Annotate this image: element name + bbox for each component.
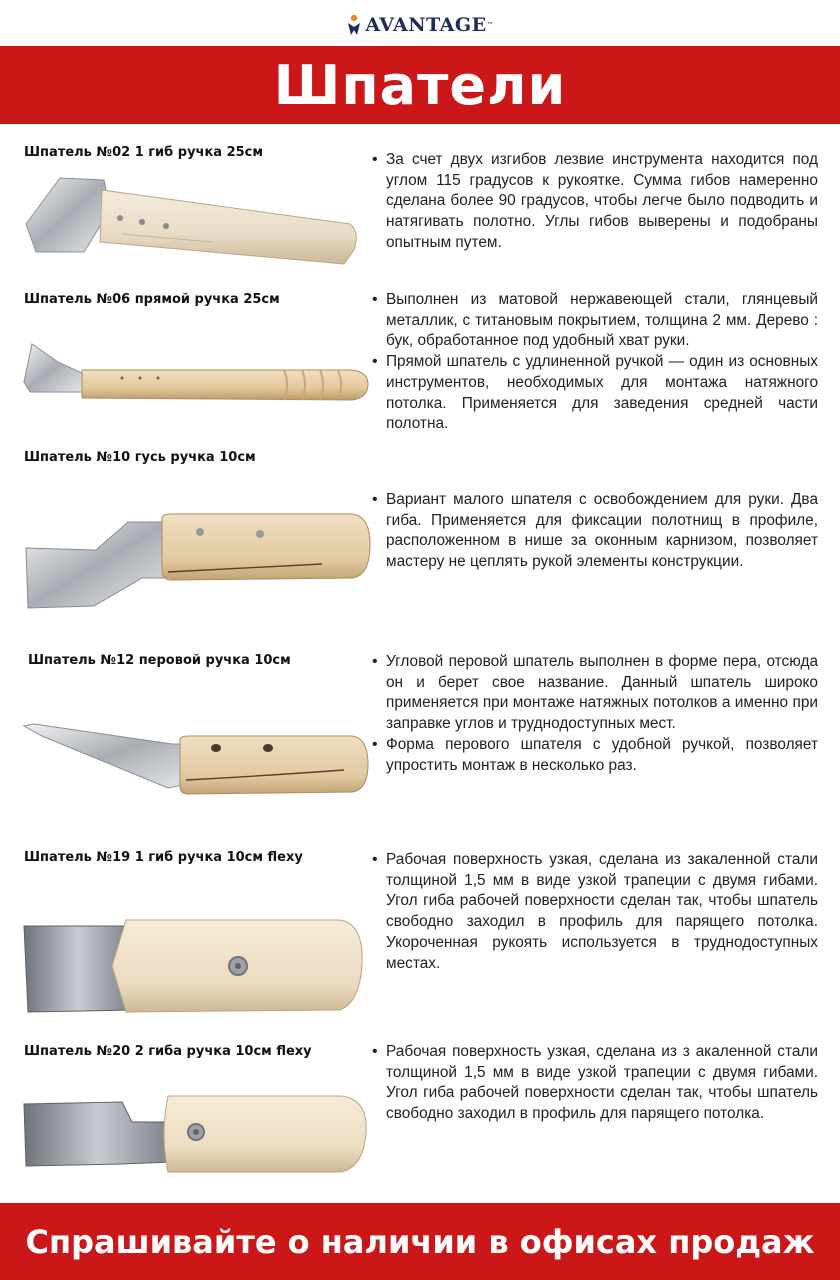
product-description xyxy=(372,1042,818,1125)
spatula-10-image xyxy=(22,508,374,626)
title-banner xyxy=(0,46,840,124)
product-description xyxy=(372,490,818,573)
trademark-sign: ™ xyxy=(486,21,494,29)
product-title: Шпатель №19 1 гиб ручка 10см flexy xyxy=(24,850,303,865)
footer-banner xyxy=(0,1203,840,1280)
product-title: Шпатель №12 перовой ручка 10см xyxy=(28,653,291,668)
product-title: Шпатель №06 прямой ручка 25см xyxy=(24,292,280,307)
brand-name: AVANTAGE xyxy=(365,14,487,36)
spatula-19-image xyxy=(22,916,366,1016)
description-paragraph: • За счет двух изгибов лезвие инструмента находится под углом 115 градусов к рукоятке. Сумма гибов намеренно сделана более 90 градусов, чтобы легче было подводить и натягивать полотно. Углы гибов выверены и подобраны опытным путем. xyxy=(372,150,818,254)
spatula-12-image xyxy=(22,716,374,798)
product-description xyxy=(372,850,818,974)
product-title: Шпатель №10 гусь ручка 10см xyxy=(24,450,256,465)
person-logo-icon xyxy=(346,14,362,36)
description-paragraph: • Рабочая поверхность узкая, сделана из закаленной стали толщиной 1,5 мм в виде узкой трапеции с двумя гибами. Угол гиба рабочей поверхности сделан так, чтобы шпатель свободно заходил в профиль для парящего потолка. Укороченная рукоять используется в труднодоступных местах. xyxy=(372,850,818,974)
spatula-06-image xyxy=(22,340,372,410)
description-paragraph: • Форма перового шпателя с удобной ручкой, позволяет упростить монтаж в несколько раз. xyxy=(372,735,818,776)
page-title: Шпатели xyxy=(273,53,567,117)
product-title: Шпатель №20 2 гиба ручка 10см flexy xyxy=(24,1044,312,1059)
description-paragraph: • Рабочая поверхность узкая, сделана из з акаленной стали толщиной 1,5 мм в виде узкой трапеции с двумя гибами. Угол гиба рабочей поверхности сделан так, чтобы шпатель свободно заходил в профиль для парящего потолка. xyxy=(372,1042,818,1125)
brand-logo xyxy=(0,10,840,40)
product-description xyxy=(372,290,818,435)
spatula-02-image xyxy=(22,172,362,272)
footer-call-to-action: Спрашивайте о наличии в офисах продаж xyxy=(25,1222,815,1261)
product-title: Шпатель №02 1 гиб ручка 25см xyxy=(24,145,264,160)
product-description xyxy=(372,150,818,254)
description-paragraph: • Выполнен из матовой нержавеющей стали, глянцевый металлик, с титановым покрытием, толщина 2 мм. Дерево : бук, обработанное под удобный хват руки. xyxy=(372,290,818,352)
description-paragraph: • Вариант малого шпателя с освобождением для руки. Два гиба. Применяется для фиксации полотнищ в профиле, расположенном в нише за оконным карнизом, позволяет мастеру не цеплять рукой элементы конструкции. xyxy=(372,490,818,573)
description-paragraph: • Прямой шпатель с удлиненной ручкой — один из основных инструментов, необходимых для монтажа натяжного потолка. Применяется для заведения средней части полотна. xyxy=(372,352,818,435)
spatula-20-image xyxy=(22,1092,372,1176)
description-paragraph: • Угловой перовой шпатель выполнен в форме пера, отсюда он и берет свое название. Данный шпатель широко применяется при монтаже натяжных потолков а именно при заправке углов и труднодоступных мест. xyxy=(372,652,818,735)
product-description xyxy=(372,652,818,776)
